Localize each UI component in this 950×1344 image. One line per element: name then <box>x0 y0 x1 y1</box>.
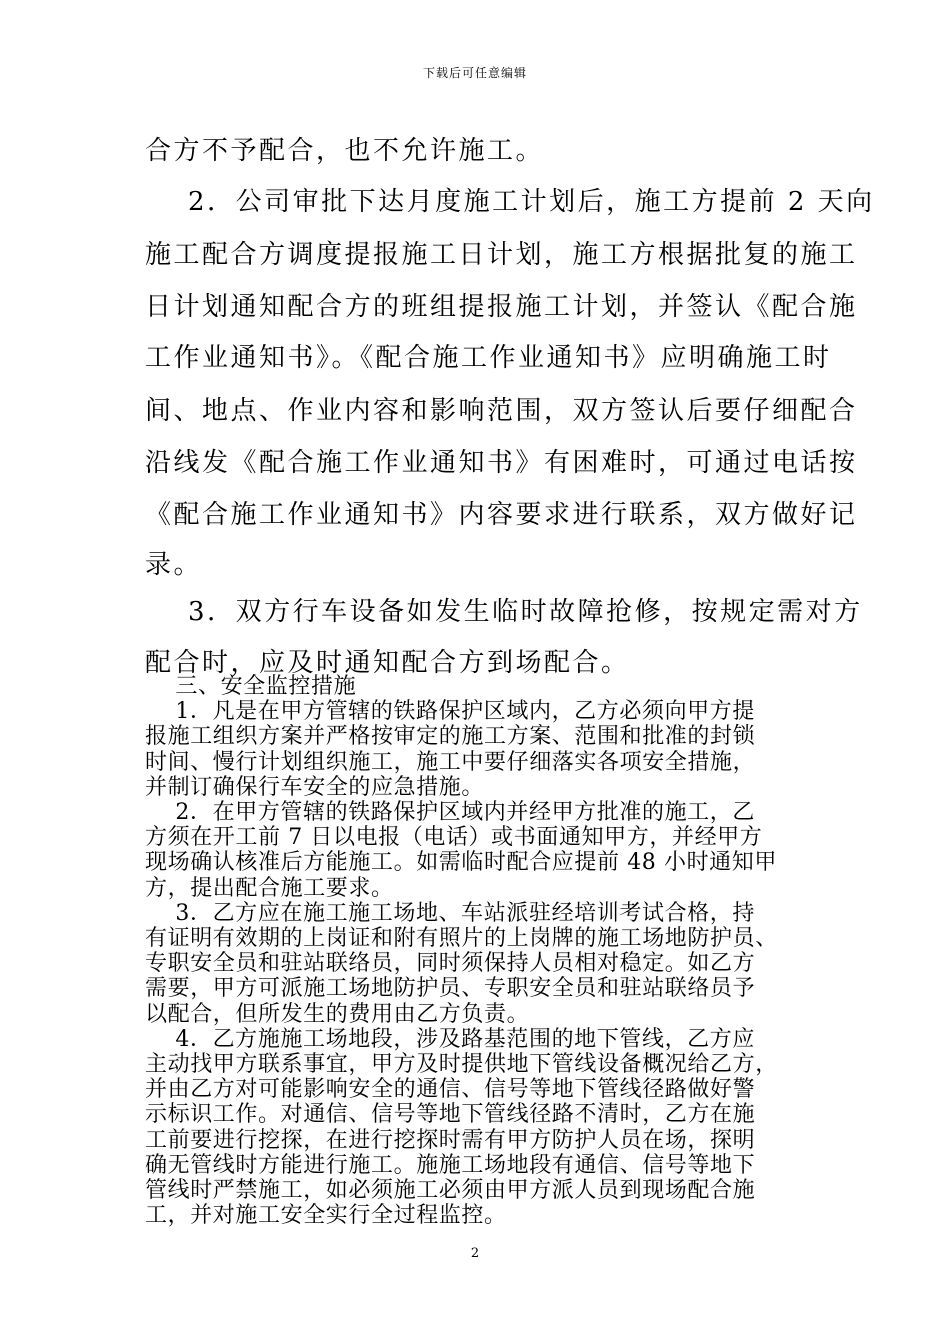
text-line: 2．在甲方管辖的铁路保护区域内并经甲方批准的施工，乙 <box>145 800 755 825</box>
text-line: 配合时，应及时通知配合方到场配合。 <box>145 648 630 678</box>
text-line: 以配合，但所发生的费用由乙方负责。 <box>145 1001 530 1027</box>
text-line: 方须在开工前 7 日以电报（电话）或书面通知甲方，并经甲方 <box>145 825 763 851</box>
text-line: 沿线发《配合施工作业通知书》有困难时，可通过电话按 <box>145 448 858 478</box>
text-line: 并制订确保行车安全的应急措施。 <box>145 774 485 800</box>
text-line: 方，提出配合施工要求。 <box>145 875 394 901</box>
text-line: 施工配合方调度提报施工日计划，施工方根据批复的施工 <box>145 240 858 270</box>
text-line: 现场确认核准后方能施工。如需临时配合应提前 48 小时通知甲 <box>145 850 777 876</box>
text-line: 3．乙方应在施工施工场地、车站派驻经培训考试合格，持 <box>145 900 755 926</box>
text-line: 合方不予配合，也不允许施工。 <box>145 136 545 166</box>
text-line: 主动找甲方联系事宜，甲方及时提供地下管线设备概况给乙方， <box>145 1052 778 1077</box>
text-line: 《配合施工作业通知书》内容要求进行联系，双方做好记 <box>145 500 858 530</box>
text-line: 示标识工作。对通信、信号等地下管线径路不清时，乙方在施 <box>145 1102 756 1128</box>
page-number: 2 <box>470 1246 480 1261</box>
text-line: 工前要进行挖探，在进行挖探时需有甲方防护人员在场，探明 <box>145 1127 756 1153</box>
text-line: 2．公司审批下达月度施工计划后，施工方提前 2 天向 <box>145 187 875 217</box>
text-line: 工作业通知书》。《配合施工作业通知书》应明确施工时 <box>145 343 832 373</box>
text-line: 报施工组织方案并严格按审定的施工方案、范围和批准的封锁 <box>145 724 756 750</box>
section-heading: 三、安全监控措施 <box>145 674 357 699</box>
text-line: 4．乙方施施工场地段，涉及路基范围的地下管线，乙方应 <box>145 1026 755 1052</box>
page-header: 下载后可任意编辑 <box>422 66 527 80</box>
text-line: 有证明有效期的上岗证和附有照片的上岗牌的施工场地防护员、 <box>145 926 778 951</box>
text-line: 1．凡是在甲方管辖的铁路保护区域内，乙方必须向甲方提 <box>145 699 755 725</box>
text-line: 工，并对施工安全实行全过程监控。 <box>145 1203 507 1229</box>
text-line: 间、地点、作业内容和影响范围，双方签认后要仔细配合 <box>145 396 858 426</box>
text-line: 录。 <box>145 550 203 580</box>
text-line: 确无管线时方能进行施工。施施工场地段有通信、信号等地下 <box>145 1152 756 1178</box>
text-line: 需要，甲方可派施工场地防护员、专职安全员和驻站联络员予 <box>145 976 756 1002</box>
text-line: 时间、慢行计划组织施工，施工中要仔细落实各项安全措施， <box>145 749 756 775</box>
text-line: 并由乙方对可能影响安全的通信、信号等地下管线径路做好警 <box>145 1077 756 1103</box>
text-line: 专职安全员和驻站联络员，同时须保持人员相对稳定。如乙方 <box>145 951 756 977</box>
text-line: 3．双方行车设备如发生临时故障抢修，按规定需对方 <box>145 597 863 627</box>
text-line: 管线时严禁施工，如必须施工必须由甲方派人员到现场配合施 <box>145 1178 756 1203</box>
text-line: 日计划通知配合方的班组提报施工计划，并签认《配合施 <box>145 292 858 322</box>
